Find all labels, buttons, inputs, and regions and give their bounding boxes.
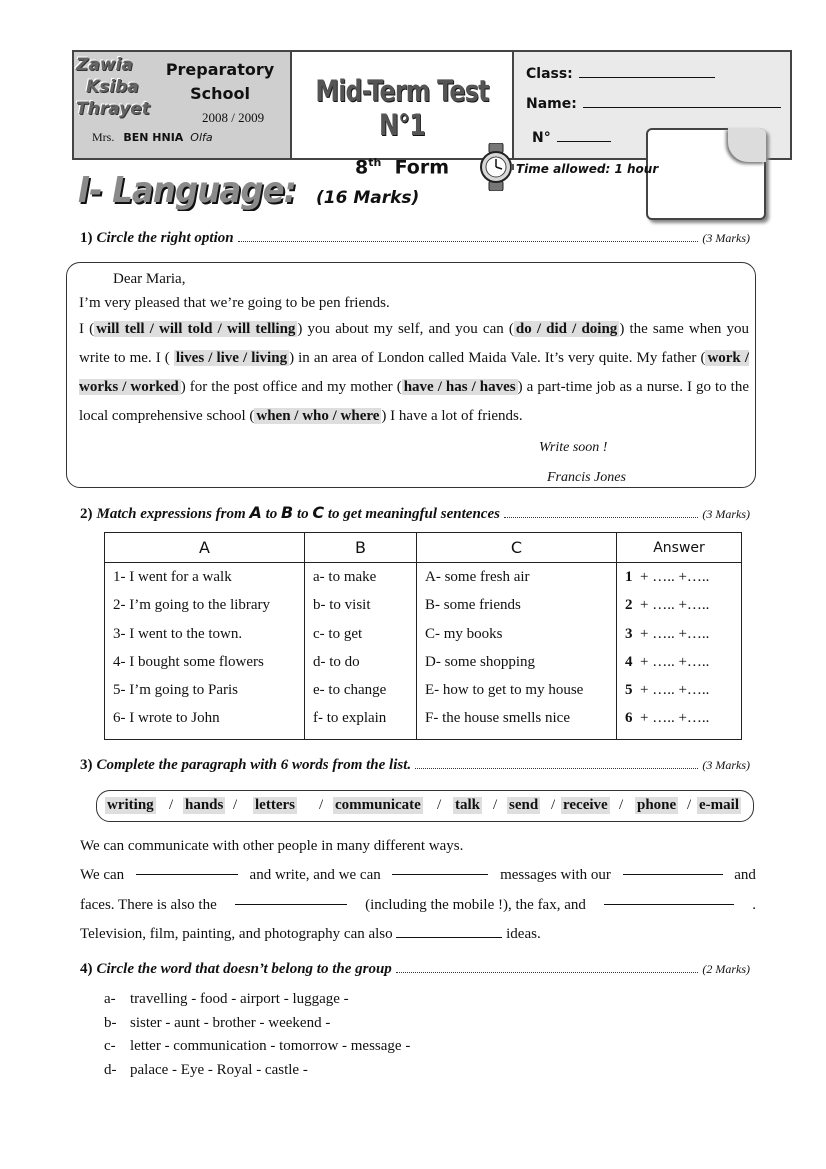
answer-row[interactable] — [625, 597, 741, 625]
answer-number: 5 — [625, 682, 633, 699]
blank-field[interactable] — [604, 891, 734, 905]
question-title: Complete the paragraph with 6 words from the list. — [96, 757, 412, 773]
list-item: E- how to get to my house — [425, 682, 584, 699]
answer-blank[interactable]: + ….. +….. — [640, 682, 710, 699]
list-item: e- to change — [313, 682, 387, 699]
question-number: 3) — [80, 757, 93, 773]
item-label: a- — [104, 991, 116, 1007]
title-part: to — [265, 506, 278, 522]
letter-text-part: ) for the post office and my mother ( — [180, 379, 402, 395]
separator: / — [493, 797, 498, 813]
form-word: Form — [394, 156, 449, 179]
letter-text — [79, 267, 749, 431]
question-1-heading — [80, 230, 750, 247]
text-part: Television, film, painting, and photography can also — [80, 925, 393, 942]
question-3-heading — [80, 757, 750, 774]
separator: / — [233, 797, 238, 813]
header-answer: Answer — [617, 533, 742, 563]
header-c: C — [417, 533, 617, 563]
school-panel — [74, 52, 292, 158]
answer-number: 1 — [625, 569, 633, 585]
dotted-leader — [415, 759, 698, 769]
paragraph-line — [80, 920, 756, 949]
school-name — [160, 58, 280, 106]
school-word: School — [190, 84, 250, 103]
blank-field[interactable] — [392, 861, 488, 875]
number-row — [532, 128, 611, 146]
column-answer — [617, 563, 742, 740]
dotted-leader — [238, 232, 699, 242]
word-option[interactable]: writing — [107, 797, 154, 813]
mark-box[interactable] — [646, 128, 766, 220]
paragraph-line — [80, 891, 756, 920]
item-label: c- — [104, 1038, 116, 1054]
question-number: 2) — [80, 506, 93, 522]
letter-line: I’m very pleased that we’re going to be pen friends. — [79, 295, 390, 311]
list-item: b- to visit — [313, 597, 371, 614]
option-group-2[interactable]: do / did / doing — [515, 321, 618, 337]
separator: / — [619, 797, 624, 813]
blank-field[interactable] — [136, 861, 238, 875]
answer-blank[interactable]: + ….. +….. — [640, 710, 710, 727]
paragraph-line — [80, 861, 756, 890]
list-item: a- to make — [313, 569, 377, 585]
word-option[interactable]: hands — [185, 797, 224, 813]
answer-row[interactable] — [625, 682, 741, 710]
title-part: to — [296, 506, 309, 522]
blank-field[interactable] — [235, 891, 347, 905]
word-option[interactable]: communicate — [335, 797, 421, 813]
word-option[interactable]: e-mail — [699, 797, 739, 813]
question-marks: (3 Marks) — [702, 507, 750, 521]
title-letter: A — [249, 503, 262, 522]
text-part: . — [752, 896, 756, 913]
item-words[interactable]: letter - communication - tomorrow - message - — [130, 1038, 411, 1054]
class-label: Class: — [526, 66, 573, 82]
letter-text-part: I ( — [79, 321, 95, 337]
page-curl-icon — [728, 128, 766, 162]
answer-row[interactable] — [625, 569, 741, 597]
word-list-box — [96, 790, 754, 822]
question-title — [97, 503, 500, 523]
column-b — [305, 563, 417, 740]
stopwatch-icon — [478, 143, 514, 191]
column-a — [105, 563, 305, 740]
letter-signoff — [539, 433, 626, 493]
item-words[interactable]: sister - aunt - brother - weekend - — [130, 1014, 331, 1031]
list-item: 2- I’m going to the library — [113, 597, 271, 614]
item-label: b- — [104, 1014, 117, 1031]
teacher-name — [92, 130, 213, 145]
word-option[interactable]: talk — [455, 797, 481, 813]
item-words[interactable]: palace - Eye - Royal - castle - — [130, 1061, 308, 1078]
name-label: Name: — [526, 96, 577, 112]
separator: / — [551, 797, 556, 813]
letter-body — [79, 315, 749, 431]
answer-blank[interactable]: + ….. +….. — [640, 653, 710, 670]
question-marks: (2 Marks) — [702, 962, 750, 976]
text-part: We can — [80, 867, 125, 884]
text-part: and — [734, 867, 756, 884]
title-letter: C — [312, 503, 325, 522]
text-part: faces. There is also the — [80, 896, 217, 913]
answer-number: 2 — [625, 597, 633, 614]
list-item: 5- I’m going to Paris — [113, 682, 238, 699]
match-table — [104, 532, 742, 740]
question-number: 4) — [80, 961, 93, 977]
separator: / — [319, 797, 324, 813]
answer-number: 4 — [625, 653, 633, 670]
word-option[interactable]: phone — [637, 797, 677, 813]
list-item: 4- I bought some flowers — [113, 653, 264, 670]
time-allowed: Time allowed: 1 hour — [516, 162, 659, 176]
blank-field[interactable] — [623, 861, 723, 875]
question-marks: (3 Marks) — [702, 758, 750, 772]
teacher-firstname: Olfa — [190, 131, 213, 144]
option-group-1[interactable]: will tell / will told / will telling — [96, 321, 296, 337]
question-title: Circle the word that doesn’t belong to the group — [96, 961, 392, 977]
teacher-surname: BEN HNIA — [123, 131, 184, 144]
table-row — [105, 563, 742, 740]
header-a: A — [105, 533, 305, 563]
word-option[interactable]: send — [509, 797, 539, 813]
question-4-heading — [80, 961, 750, 978]
list-item: F- the house smells nice — [425, 710, 570, 727]
blank-field[interactable] — [396, 924, 502, 938]
list-item: d- to do — [313, 653, 360, 670]
letter-text-part: ) in an area of London called Maida Vale. It’s very quite. My father ( — [289, 350, 706, 366]
form-number: 8 — [355, 156, 369, 179]
list-item[interactable] — [104, 1059, 410, 1083]
list-item: A- some fresh air — [425, 569, 530, 585]
school-year: 2008 / 2009 — [202, 110, 265, 125]
list-item[interactable] — [104, 988, 410, 1012]
option-group-5[interactable]: have / has / haves — [403, 379, 516, 395]
header-b: B — [305, 533, 417, 563]
option-group-4[interactable]: work / works / worked — [79, 350, 749, 395]
answer-number: 3 — [625, 625, 633, 642]
text-part: (including the mobile !), the fax, and — [365, 896, 586, 913]
option-group-6[interactable]: when / who / where — [256, 408, 380, 424]
separator: / — [687, 797, 692, 813]
school-logo — [76, 54, 166, 120]
answer-row[interactable] — [625, 626, 741, 654]
column-c — [417, 563, 617, 740]
section-title: I- Language: — [78, 170, 296, 211]
test-title: Mid-Term Test N°1 — [315, 74, 489, 142]
dotted-leader — [396, 963, 699, 973]
answer-row[interactable] — [625, 654, 741, 682]
letter-text-part: ) the same when you write to me. I ( — [79, 321, 749, 366]
title-part: to get meaningful sentences — [327, 506, 500, 522]
logo-word: Ksiba — [86, 77, 139, 97]
answer-blank[interactable]: + ….. +….. — [640, 569, 710, 585]
list-item[interactable] — [104, 1012, 410, 1036]
word-option[interactable]: letters — [255, 797, 295, 813]
answer-number: 6 — [625, 710, 633, 727]
dotted-leader — [504, 508, 698, 518]
title-letter: B — [281, 503, 294, 522]
letter-greeting: Dear Maria, — [113, 271, 186, 287]
list-item: 6- I wrote to John — [113, 710, 220, 727]
form-suffix: th — [368, 156, 382, 169]
table-header-row — [105, 533, 742, 563]
text-part: and write, and we can — [249, 867, 381, 884]
item-words[interactable]: travelling - food - airport - luggage - — [130, 991, 349, 1007]
teacher-prefix: Mrs. — [92, 130, 115, 144]
title-part: Match expressions from — [96, 506, 246, 522]
class-field[interactable] — [579, 64, 715, 78]
answer-blank[interactable]: + ….. +….. — [640, 625, 710, 642]
list-item: 1- I went for a walk — [113, 569, 232, 585]
text-part: ideas. — [506, 925, 541, 942]
list-item: c- to get — [313, 625, 363, 642]
paragraph-line: We can communicate with other people in many different ways. — [80, 838, 464, 854]
word-option[interactable]: receive — [563, 797, 608, 813]
list-item[interactable] — [104, 1035, 410, 1059]
letter-text-part: ) a part-time job as a nurse. I go to the local comprehensive school ( — [79, 379, 750, 424]
list-item: D- some shopping — [425, 653, 535, 670]
school-type: Preparatory — [165, 60, 275, 79]
letter-text-part: ) you about my self, and you can ( — [297, 321, 514, 337]
option-group-3[interactable]: lives / live / living — [175, 350, 288, 366]
item-label: d- — [104, 1061, 117, 1078]
logo-word: Zawia — [76, 55, 133, 75]
question-number: 1) — [80, 230, 93, 246]
answer-row[interactable] — [625, 710, 741, 738]
question-marks: (3 Marks) — [702, 231, 750, 245]
text-part: messages with our — [500, 867, 611, 884]
separator: / — [437, 797, 442, 813]
class-row — [526, 64, 715, 82]
question-title: Circle the right option — [96, 230, 234, 246]
letter-box — [66, 262, 756, 488]
signature: Francis Jones — [547, 470, 626, 485]
letter-text-part: ) I have a lot of friends. — [381, 408, 523, 424]
question-2-heading — [80, 503, 750, 523]
name-field[interactable] — [583, 94, 781, 108]
section-marks: (16 Marks) — [316, 188, 420, 208]
separator: / — [169, 797, 174, 813]
list-item: 3- I went to the town. — [113, 625, 243, 642]
list-item: C- my books — [425, 625, 503, 642]
cloze-paragraph — [80, 832, 756, 949]
answer-blank[interactable]: + ….. +….. — [640, 597, 710, 614]
number-label: N° — [532, 130, 551, 146]
list-item: B- some friends — [425, 597, 521, 614]
number-field[interactable] — [557, 128, 611, 142]
signoff-text: Write soon ! — [539, 440, 608, 455]
odd-one-out-list — [104, 988, 410, 1082]
name-row — [526, 94, 781, 112]
list-item: f- to explain — [313, 710, 387, 727]
logo-word: Thrayet — [76, 99, 150, 119]
